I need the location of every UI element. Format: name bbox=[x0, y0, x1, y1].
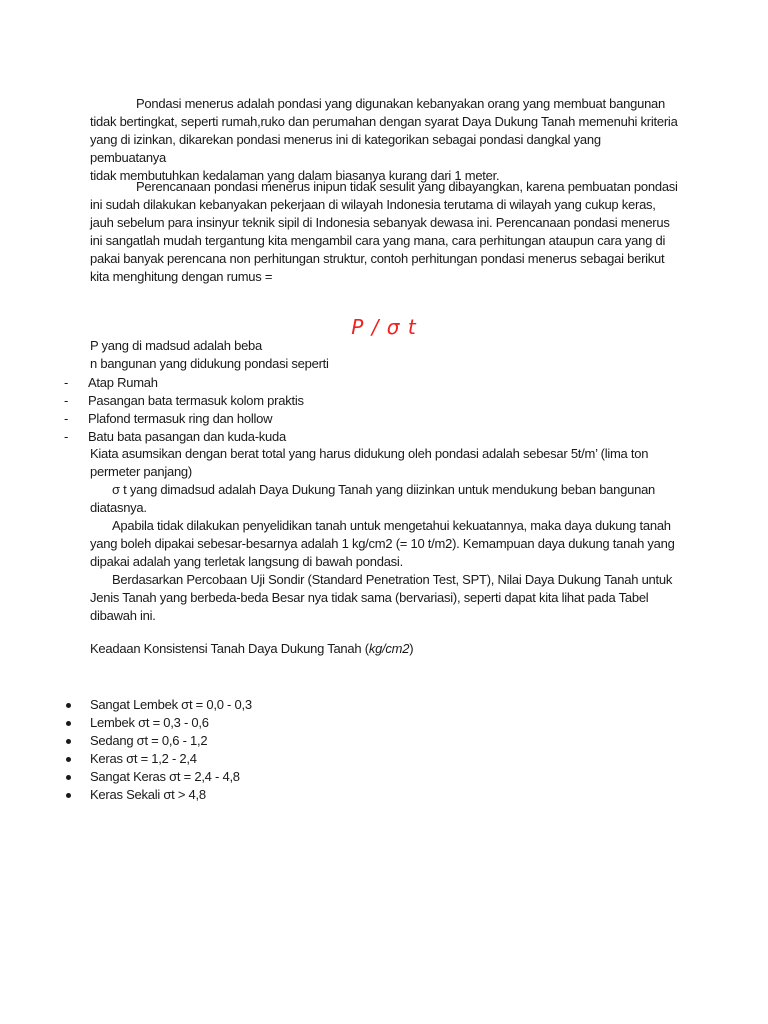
p-description-line-2: n bangunan yang didukung pondasi seperti bbox=[90, 356, 329, 371]
table-heading-close: ) bbox=[409, 641, 414, 656]
text-line: tidak bertingkat, seperti rumah,ruko dan perumahan dengan syarat Daya Dukung Tanah memenuhi kriteria bbox=[90, 114, 678, 129]
intro-paragraph-2 bbox=[90, 178, 680, 286]
text-line: jauh sebelum para insinyur teknik sipil di Indonesia sebanyak dewasa ini. Perencanaan pondasi menerus bbox=[90, 215, 670, 230]
body-line: Jenis Tanah yang berbeda-beda Besar nya tidak sama (bervariasi), seperti dapat kita lihat pada Tabel bbox=[90, 590, 649, 605]
text-line: pakai banyak perencana non perhitungan struktur, contoh perhitungan pondasi menerus sebagai berikut bbox=[90, 251, 665, 266]
body-line: permeter panjang) bbox=[90, 464, 192, 479]
body-line: yang boleh dipakai sebesar-besarnya adalah 1 kg/cm2 (= 10 t/m2). Kemampuan daya dukung tanah yang bbox=[90, 536, 675, 551]
bullet-icon bbox=[66, 757, 71, 762]
list-item-text: Atap Rumah bbox=[88, 375, 158, 390]
body-line bbox=[90, 517, 671, 535]
list-item-text: Sedang σt = 0,6 - 1,2 bbox=[90, 733, 208, 748]
body-line-text: Apabila tidak dilakukan penyelidikan tanah untuk mengetahui kekuatannya, maka daya dukung tanah bbox=[112, 518, 671, 533]
table-heading-unit: kg/cm2 bbox=[368, 641, 410, 656]
body-line bbox=[90, 571, 672, 589]
formula: P / σ t bbox=[351, 315, 417, 339]
body-line-text: σ t yang dimadsud adalah Daya Dukung Tanah yang diizinkan untuk mendukung beban bangunan bbox=[112, 482, 656, 497]
dash-marker: - bbox=[64, 393, 69, 408]
bullet-icon bbox=[66, 775, 71, 780]
list-item-text: Sangat Keras σt = 2,4 - 4,8 bbox=[90, 769, 240, 784]
bullet-icon bbox=[66, 793, 71, 798]
body-line: dipakai adalah yang terletak langsung di bawah pondasi. bbox=[90, 554, 403, 569]
body-line: diatasnya. bbox=[90, 500, 147, 515]
list-item-text: Plafond termasuk ring dan hollow bbox=[88, 411, 273, 426]
list-item-text: Batu bata pasangan dan kuda-kuda bbox=[88, 429, 287, 444]
body-line: dibawah ini. bbox=[90, 608, 156, 623]
table-heading-text: Keadaan Konsistensi Tanah Daya Dukung Tanah ( bbox=[90, 641, 369, 656]
bullet-icon bbox=[66, 721, 71, 726]
table-heading bbox=[90, 640, 413, 658]
text-line: ini sangatlah mudah tergantung kita mengambil cara yang mana, cara perhitungan ataupun cara yang di bbox=[90, 233, 666, 248]
list-item-text: Pasangan bata termasuk kolom praktis bbox=[88, 393, 304, 408]
list-item-text: Keras Sekali σt > 4,8 bbox=[90, 787, 206, 802]
bullet-icon bbox=[66, 739, 71, 744]
list-item-text: Keras σt = 1,2 - 2,4 bbox=[90, 751, 197, 766]
p-description-line-1: P yang di madsud adalah beba bbox=[90, 338, 263, 353]
text-line: tidak membutuhkan kedalaman yang dalam biasanya kurang dari 1 meter. bbox=[90, 168, 500, 183]
body-line bbox=[90, 481, 655, 499]
text-line: kita menghitung dengan rumus = bbox=[90, 269, 273, 284]
text-line: yang di izinkan, dikarekan pondasi menerus ini di kategorikan sebagai pondasi dangkal yang pembuatanya bbox=[90, 132, 601, 165]
dash-marker: - bbox=[64, 375, 69, 390]
text-line: Perencanaan pondasi menerus inipun tidak sesulit yang dibayangkan, karena pembuatan pondasi bbox=[136, 179, 678, 194]
dash-marker: - bbox=[64, 411, 69, 426]
list-item-text: Sangat Lembek σt = 0,0 - 0,3 bbox=[90, 697, 252, 712]
body-line-text: Berdasarkan Percobaan Uji Sondir (Standard Penetration Test, SPT), Nilai Daya Dukung Tanah untuk bbox=[112, 572, 673, 587]
intro-paragraph-1 bbox=[90, 95, 680, 185]
dash-marker: - bbox=[64, 429, 69, 444]
text-line: ini sudah dilakukan kebanyakan pekerjaan di wilayah Indonesia terutama di wilayah yang cukup keras, bbox=[90, 197, 656, 212]
text-line: Pondasi menerus adalah pondasi yang digunakan kebanyakan orang yang membuat bangunan bbox=[136, 96, 666, 111]
body-line: Kiata asumsikan dengan berat total yang harus didukung oleh pondasi adalah sebesar 5t/m’ (lima ton bbox=[90, 446, 649, 461]
bullet-icon bbox=[66, 703, 71, 708]
list-item-text: Lembek σt = 0,3 - 0,6 bbox=[90, 715, 209, 730]
